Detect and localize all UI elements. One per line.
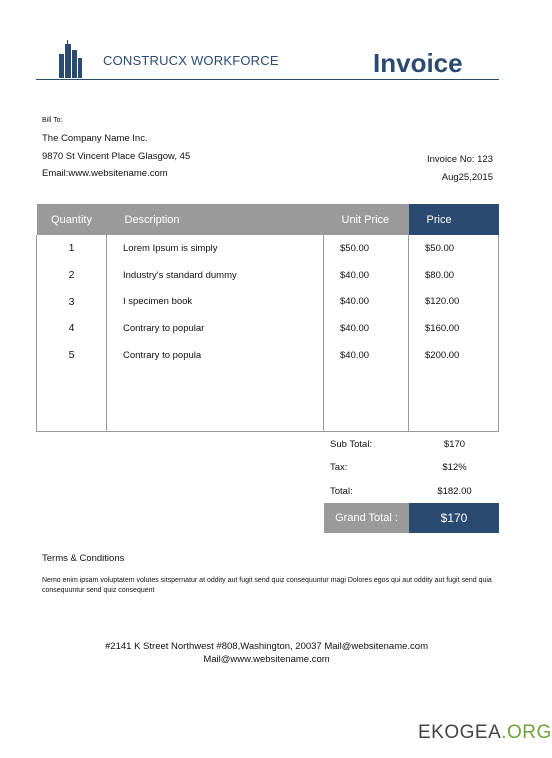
row-unit-price: $40.00 xyxy=(324,262,409,289)
row-quantity: 5 xyxy=(37,342,107,369)
row-price: $80.00 xyxy=(409,262,499,289)
company-name: CONSTRUCX WORKFORCE xyxy=(103,53,279,68)
watermark-part2: .ORG xyxy=(501,722,552,743)
bill-to-company: The Company Name Inc. xyxy=(42,133,148,144)
total-value: $182.00 xyxy=(437,486,472,497)
row-price: $50.00 xyxy=(409,235,499,262)
empty-cell xyxy=(409,368,499,432)
table-row xyxy=(37,262,499,289)
row-quantity: 3 xyxy=(37,288,107,315)
document-title: Invoice xyxy=(373,48,463,78)
subtotal-label: Sub Total: xyxy=(330,439,373,450)
row-price: $120.00 xyxy=(409,288,499,315)
table-empty-row xyxy=(37,368,499,432)
tax-label: Tax: xyxy=(330,462,348,473)
grand-total-label: Grand Total : xyxy=(324,503,409,533)
header-divider xyxy=(36,79,499,80)
row-unit-price: $40.00 xyxy=(324,315,409,342)
invoice-date: Aug25,2015 xyxy=(441,172,493,183)
row-unit-price: $40.00 xyxy=(324,288,409,315)
footer-address xyxy=(0,641,533,666)
table-row xyxy=(37,235,499,262)
bill-to-email: Email:www.websitename.com xyxy=(42,168,168,179)
row-price: $160.00 xyxy=(409,315,499,342)
table-header-row xyxy=(37,204,499,235)
items-table xyxy=(36,204,499,432)
empty-cell xyxy=(107,368,324,432)
watermark-part1: EKOGEA xyxy=(418,722,502,743)
subtotal-value: $170 xyxy=(443,439,466,450)
row-quantity: 4 xyxy=(37,315,107,342)
table-row xyxy=(37,315,499,342)
bill-to-label: Bill To: xyxy=(42,117,63,124)
row-description: Industry's standard dummy xyxy=(107,262,324,289)
row-description: I specimen book xyxy=(107,288,324,315)
header-description: Description xyxy=(107,204,324,235)
bill-to-address: 9870 St Vincent Place Glasgow, 45 xyxy=(42,151,191,162)
tax-value: $12% xyxy=(442,462,467,473)
footer-mail-line: Mail@www.websitename.com xyxy=(203,653,330,665)
row-quantity: 2 xyxy=(37,262,107,289)
invoice-number: Invoice No: 123 xyxy=(426,154,493,165)
terms-title: Terms & Conditions xyxy=(42,553,125,564)
row-description: Contrary to popula xyxy=(107,342,324,369)
empty-cell xyxy=(324,368,409,432)
table-row xyxy=(37,288,499,315)
row-price: $200.00 xyxy=(409,342,499,369)
grand-total-value: $170 xyxy=(409,503,499,533)
terms-text: Nemo enim ipsam voluptatem volutes sitspernatur at oddity aut fugit send quiz consequuntur magi Dolores egos qui aut oddity aut fugit send quia consequuntur send quiz consequent xyxy=(42,577,492,594)
row-unit-price: $40.00 xyxy=(324,342,409,369)
building-logo-icon xyxy=(50,40,90,78)
header-quantity: Quantity xyxy=(37,204,107,235)
header-price: Price xyxy=(409,204,499,235)
row-unit-price: $50.00 xyxy=(324,235,409,262)
row-quantity: 1 xyxy=(37,235,107,262)
watermark-brand xyxy=(418,722,552,744)
total-label: Total: xyxy=(330,486,353,497)
footer-address-line: #2141 K Street Northwest #808,Washington, 20037 Mail@websitename.com xyxy=(105,641,428,652)
row-description: Contrary to popular xyxy=(107,315,324,342)
table-row xyxy=(37,342,499,369)
row-description: Lorem Ipsum is simply xyxy=(107,235,324,262)
empty-cell xyxy=(37,368,107,432)
header-unit-price: Unit Price xyxy=(324,204,409,235)
